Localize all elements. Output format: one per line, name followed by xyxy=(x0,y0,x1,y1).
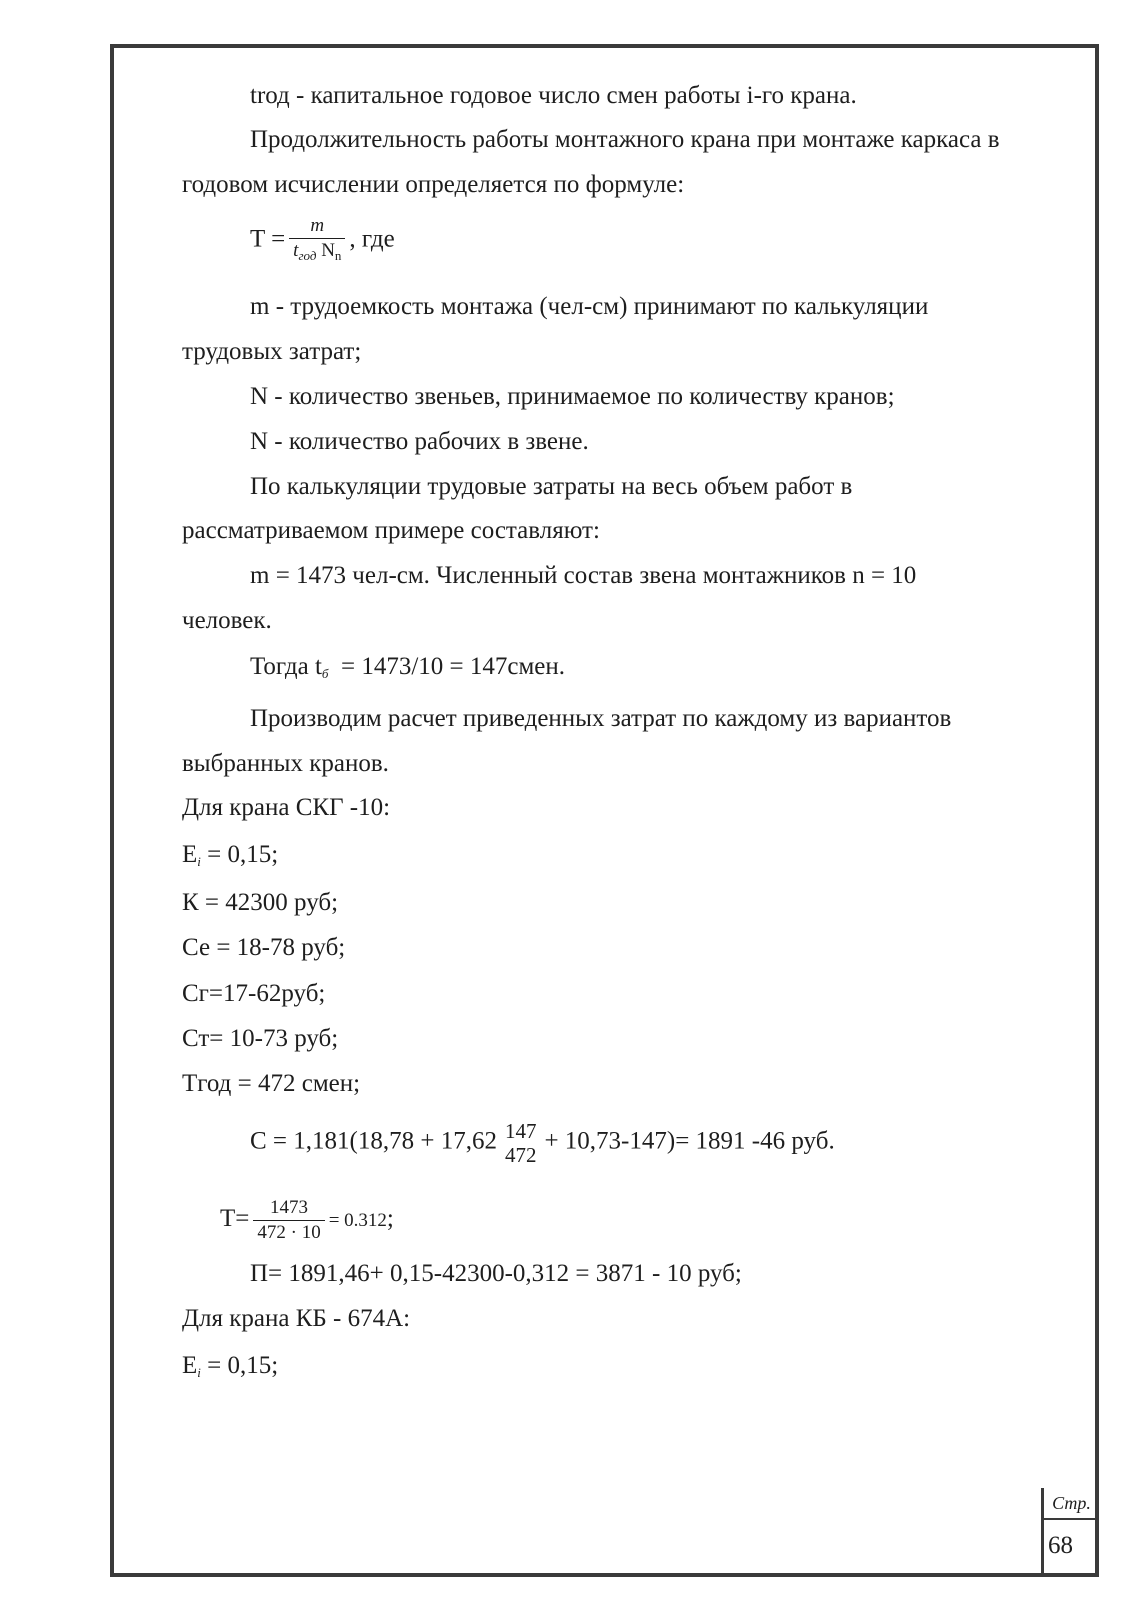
text-line: выбранных кранов. xyxy=(182,750,389,777)
text-line: П= 1891,46+ 0,15-42300-0,312 = 3871 - 10 руб; xyxy=(250,1260,742,1287)
formula-T2: T= $\frac{1473}{472 \cdot 10}$ = 0.312; xyxy=(220,1197,394,1243)
text-line: По калькуляции трудовые затраты на весь объем работ в xyxy=(250,473,853,500)
text-line: трудовых затрат; xyxy=(182,338,362,365)
text-line: Ei = 0,15; xyxy=(182,1352,279,1380)
fraction: 147 472 xyxy=(504,1119,537,1167)
text-line: Тогда tб = 1473/10 = 147смен. xyxy=(250,653,566,681)
text-line: человек. xyxy=(182,607,272,634)
page-number-stamp xyxy=(1041,1488,1099,1577)
text-line: рассматриваемом примере составляют: xyxy=(182,517,600,544)
text-line: Се = 18-78 руб; xyxy=(182,934,346,961)
text-line: Тгод = 472 смен; xyxy=(182,1070,361,1097)
text-line: Сг=17-62руб; xyxy=(182,980,326,1007)
text-line: годовом исчислении определяется по формуле: xyxy=(182,171,685,198)
formula-C: C = 1,181(18,78 + 17,62 147 472 + 10,73-147)= 1891 -46 руб. xyxy=(250,1119,835,1167)
formula-T: T = $\frac{m}{t_{год} N_n}$ , где xyxy=(250,214,395,268)
text-line: m = 1473 чел-см. Численный состав звена монтажников n = 10 xyxy=(250,562,917,589)
text-line: Ei = 0,15; xyxy=(182,841,279,869)
text-line: N - количество звеньев, принимаемое по количеству кранов; xyxy=(250,383,895,410)
text-line: К = 42300 руб; xyxy=(182,889,339,916)
page-number: 68 xyxy=(1048,1532,1073,1559)
text-line: Для крана КБ - 674А: xyxy=(182,1305,411,1332)
text-line: trод - капитальное годовое число смен работы i-го крана. xyxy=(250,82,857,109)
fraction: $\frac{1473}{472 \cdot 10}$ xyxy=(253,1196,324,1245)
text-line: Для крана СКГ -10: xyxy=(182,794,391,821)
text-line: m - трудоемкость монтажа (чел-см) принимают по калькуляции xyxy=(250,293,929,320)
fraction: $\frac{m}{t_{год} N_n}$ xyxy=(289,214,345,268)
text-line: Производим расчет приведенных затрат по каждому из вариантов xyxy=(250,705,952,732)
text-line: Продолжительность работы монтажного крана при монтаже каркаса в xyxy=(250,126,1000,153)
stamp-label: Стр. xyxy=(1044,1488,1099,1520)
text-line: N - количество рабочих в звене. xyxy=(250,428,589,455)
text-line: Ст= 10-73 руб; xyxy=(182,1025,339,1052)
